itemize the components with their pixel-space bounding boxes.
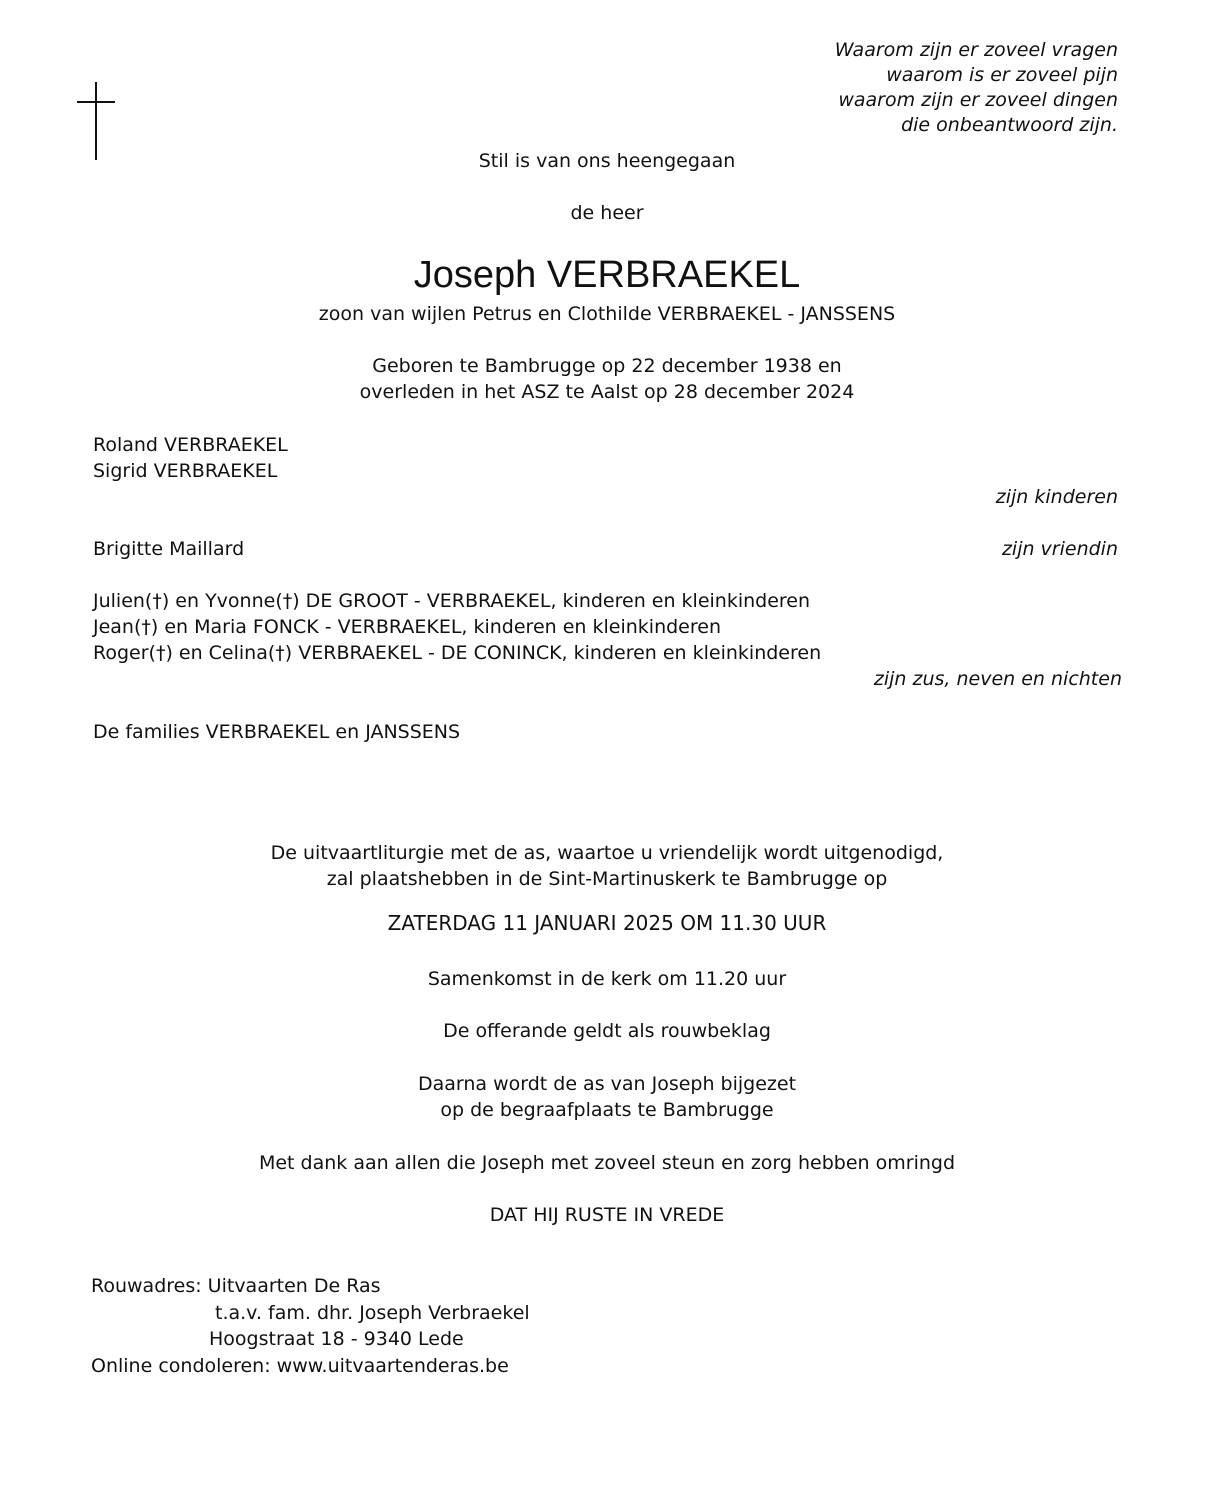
poem-line: die onbeantwoord zijn. bbox=[901, 114, 1118, 136]
sibling-line: Julien(†) en Yvonne(†) DE GROOT - VERBRAEKEL, kinderen en kleinkinderen bbox=[93, 590, 811, 612]
address-block bbox=[91, 1273, 530, 1379]
burial-line: op de begraafplaats te Bambrugge bbox=[440, 1099, 774, 1121]
child-name: Sigrid VERBRAEKEL bbox=[93, 460, 278, 482]
rip-line: DAT HIJ RUSTE IN VREDE bbox=[489, 1204, 725, 1226]
friend-name: Brigitte Maillard bbox=[93, 538, 245, 560]
died-line: overleden in het ASZ te Aalst op 28 december 2024 bbox=[359, 381, 855, 403]
offering-line: De offerande geldt als rouwbeklag bbox=[443, 1020, 771, 1042]
sibling-line: Roger(†) en Celina(†) VERBRAEKEL - DE CONINCK, kinderen en kleinkinderen bbox=[93, 642, 822, 664]
sibling-line: Jean(†) en Maria FONCK - VERBRAEKEL, kinderen en kleinkinderen bbox=[93, 616, 721, 638]
online-condolence-link[interactable]: Online condoleren: www.uitvaartenderas.be bbox=[91, 1354, 509, 1377]
children-label: zijn kinderen bbox=[995, 486, 1118, 508]
address-line: Hoogstraat 18 - 9340 Lede bbox=[209, 1328, 464, 1350]
poem-line: waarom zijn er zoveel dingen bbox=[838, 89, 1118, 111]
friend-label: zijn vriendin bbox=[1001, 538, 1118, 560]
thanks-line: Met dank aan allen die Joseph met zoveel steun en zorg hebben omringd bbox=[258, 1152, 956, 1174]
deceased-parents: zoon van wijlen Petrus en Clothilde VERBRAEKEL - JANSSENS bbox=[318, 303, 896, 325]
child-name: Roland VERBRAEKEL bbox=[93, 434, 288, 456]
deceased-name: Joseph VERBRAEKEL bbox=[413, 254, 801, 296]
poem bbox=[835, 38, 1118, 138]
poem-line: Waarom zijn er zoveel vragen bbox=[834, 39, 1118, 61]
ceremony-line: De uitvaartliturgie met de as, waartoe u vriendelijk wordt uitgenodigd, bbox=[270, 842, 944, 864]
families-line: De families VERBRAEKEL en JANSSENS bbox=[93, 721, 461, 743]
born-line: Geboren te Bambrugge op 22 december 1938 en bbox=[372, 355, 842, 377]
address-line: Rouwadres: Uitvaarten De Ras bbox=[91, 1275, 381, 1297]
ceremony-line: zal plaatshebben in de Sint-Martinuskerk te Bambrugge op bbox=[326, 868, 888, 890]
address-line: t.a.v. fam. dhr. Joseph Verbraekel bbox=[215, 1301, 530, 1324]
burial-line: Daarna wordt de as van Joseph bijgezet bbox=[417, 1073, 797, 1095]
gathering-line: Samenkomst in de kerk om 11.20 uur bbox=[427, 968, 787, 990]
intro-text: Stil is van ons heengegaan bbox=[478, 150, 736, 172]
title-prefix: de heer bbox=[570, 202, 644, 224]
siblings-label: zijn zus, neven en nichten bbox=[873, 668, 1122, 690]
poem-line: waarom is er zoveel pijn bbox=[886, 64, 1118, 86]
ceremony-date: ZATERDAG 11 JANUARI 2025 OM 11.30 UUR bbox=[387, 911, 827, 935]
